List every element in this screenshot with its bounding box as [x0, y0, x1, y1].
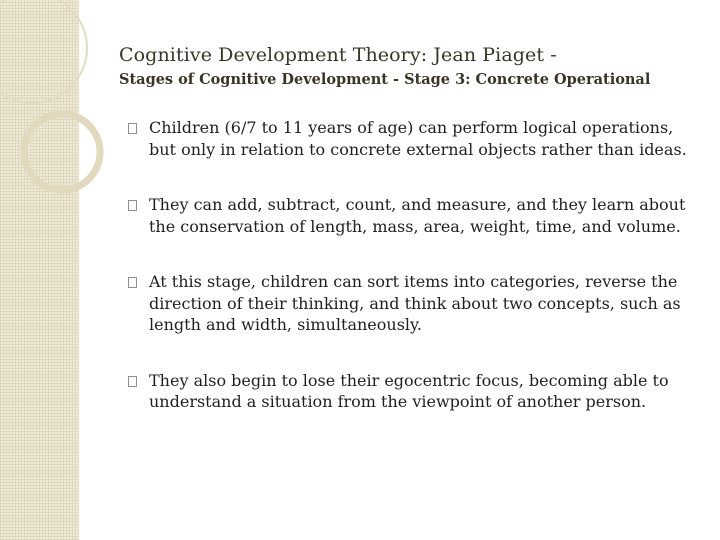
slide-subtitle: Stages of Cognitive Development - Stage 3: Concrete Operational	[119, 71, 651, 88]
bullet-text: Children (6/7 to 11 years of age) can perform logical operations, but only in relation to concrete external objects rather than ideas.	[149, 118, 687, 159]
bullet-box-icon	[128, 376, 137, 387]
slide-title: Cognitive Development Theory: Jean Piaget -	[119, 44, 557, 66]
bullet-text: They can add, subtract, count, and measure, and they learn about the conservation of length, mass, area, weight, time, and volume.	[149, 195, 686, 236]
bullet-item	[128, 271, 688, 336]
bullet-item	[128, 370, 688, 413]
bullet-item	[128, 194, 688, 237]
bullet-text: At this stage, children can sort items into categories, reverse the direction of their thinking, and think about two concepts, such as length and width, simultaneously.	[149, 272, 681, 334]
bullet-item	[128, 117, 688, 160]
bullet-box-icon	[128, 200, 137, 211]
decorative-side-strip	[0, 0, 79, 540]
bullet-box-icon	[128, 123, 137, 134]
bullet-box-icon	[128, 277, 137, 288]
bullet-list	[128, 117, 688, 413]
bullet-text: They also begin to lose their egocentric focus, becoming able to understand a situation from the viewpoint of another person.	[149, 370, 669, 411]
